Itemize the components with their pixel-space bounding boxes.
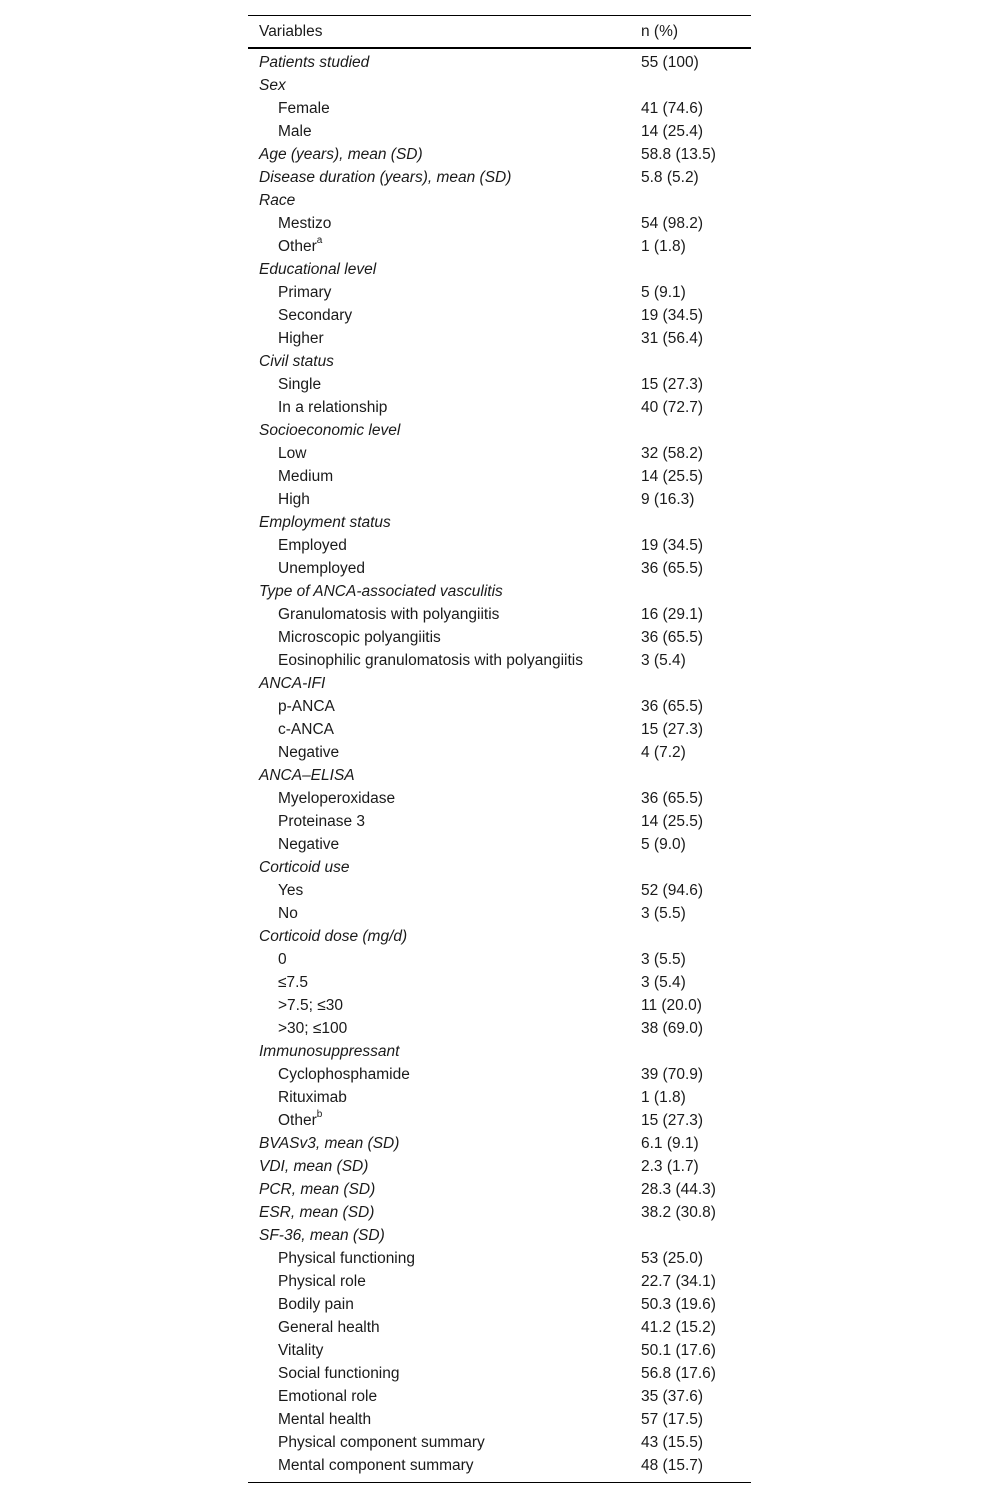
table-row-category <box>248 1155 751 1178</box>
table-row <box>248 465 751 488</box>
table-row <box>248 649 751 672</box>
row-label: No <box>278 904 298 922</box>
row-label-cell <box>248 1204 641 1222</box>
row-label: Secondary <box>278 306 353 324</box>
row-label-cell <box>248 721 641 739</box>
table-row <box>248 1293 751 1316</box>
row-label: Disease duration (years), mean (SD) <box>259 168 512 186</box>
row-label-cell <box>248 744 641 762</box>
row-value: 1 (1.8) <box>641 1088 686 1106</box>
row-value: 28.3 (44.3) <box>641 1180 716 1198</box>
row-label: Vitality <box>278 1341 324 1359</box>
table-row-category <box>248 189 751 212</box>
row-value: 58.8 (13.5) <box>641 145 716 163</box>
table-row <box>248 120 751 143</box>
row-label-cell <box>248 1043 641 1061</box>
row-label-cell <box>248 284 641 302</box>
row-label: Emotional role <box>278 1387 378 1405</box>
table-row-category <box>248 143 751 166</box>
row-value: 15 (27.3) <box>641 720 704 738</box>
row-value: 3 (5.5) <box>641 950 686 968</box>
row-label: PCR, mean (SD) <box>259 1180 376 1198</box>
row-label: Rituximab <box>278 1088 347 1106</box>
row-label-cell <box>248 376 641 394</box>
row-label: Race <box>259 191 296 209</box>
row-label-cell <box>248 836 641 854</box>
row-value: 3 (5.5) <box>641 904 686 922</box>
row-label-cell <box>248 675 641 693</box>
row-label-cell <box>248 997 641 1015</box>
row-value: 56.8 (17.6) <box>641 1364 716 1382</box>
row-label-cell <box>248 974 641 992</box>
row-label-cell <box>248 192 641 210</box>
row-value: 4 (7.2) <box>641 743 686 761</box>
table-header <box>248 16 751 49</box>
row-label-cell <box>248 54 641 72</box>
footnote-marker: a <box>316 235 323 247</box>
row-value: 36 (65.5) <box>641 559 704 577</box>
row-label-cell <box>248 1273 641 1291</box>
row-label: Other <box>278 237 317 255</box>
table-row <box>248 396 751 419</box>
row-label-cell <box>248 560 641 578</box>
row-label-cell <box>248 1227 641 1245</box>
row-label-cell <box>248 1089 641 1107</box>
row-label: 0 <box>278 950 287 968</box>
row-label: Cyclophosphamide <box>278 1065 410 1083</box>
row-value: 57 (17.5) <box>641 1410 704 1428</box>
table-row <box>248 971 751 994</box>
row-label: Physical role <box>278 1272 366 1290</box>
row-label-cell <box>248 1434 641 1452</box>
row-label: >7.5; ≤30 <box>278 996 343 1014</box>
row-label: Granulomatosis with polyangiitis <box>278 605 500 623</box>
row-label: Medium <box>278 467 334 485</box>
table-row <box>248 212 751 235</box>
row-value: 5.8 (5.2) <box>641 168 699 186</box>
characteristics-table <box>248 15 751 1483</box>
row-value: 1 (1.8) <box>641 237 686 255</box>
table-row <box>248 534 751 557</box>
row-label: Mental health <box>278 1410 372 1428</box>
table-row-category <box>248 511 751 534</box>
row-label: c-ANCA <box>278 720 334 738</box>
table-row <box>248 695 751 718</box>
table-row-category <box>248 1201 751 1224</box>
table-row <box>248 1339 751 1362</box>
row-value: 6.1 (9.1) <box>641 1134 699 1152</box>
row-label-cell <box>248 235 641 256</box>
table-row <box>248 626 751 649</box>
row-value: 48 (15.7) <box>641 1456 704 1474</box>
row-label-cell <box>248 1250 641 1268</box>
row-label: VDI, mean (SD) <box>259 1157 369 1175</box>
row-label: Female <box>278 99 330 117</box>
row-value: 14 (25.4) <box>641 122 704 140</box>
table-row <box>248 810 751 833</box>
row-value: 38.2 (30.8) <box>641 1203 716 1221</box>
table-row <box>248 1109 751 1132</box>
row-value: 11 (20.0) <box>641 996 702 1014</box>
table-row <box>248 1270 751 1293</box>
row-label-cell <box>248 1158 641 1176</box>
table-row <box>248 603 751 626</box>
row-label: Negative <box>278 743 340 761</box>
table-row <box>248 557 751 580</box>
row-label-cell <box>248 215 641 233</box>
header-n-percent: n (%) <box>641 22 679 40</box>
row-label: Physical functioning <box>278 1249 415 1267</box>
row-value: 50.3 (19.6) <box>641 1295 716 1313</box>
row-label: Higher <box>278 329 324 347</box>
table-row-category <box>248 925 751 948</box>
row-label-cell <box>248 790 641 808</box>
table-row <box>248 1247 751 1270</box>
row-label: Eosinophilic granulomatosis with polyangiitis <box>278 651 583 669</box>
row-label-cell <box>248 146 641 164</box>
row-value: 39 (70.9) <box>641 1065 704 1083</box>
row-value: 41 (74.6) <box>641 99 704 117</box>
row-label-cell <box>248 399 641 417</box>
row-label: ANCA–ELISA <box>259 766 355 784</box>
row-label-cell <box>248 1181 641 1199</box>
row-label: Socioeconomic level <box>259 421 401 439</box>
table-row-category <box>248 166 751 189</box>
row-value: 3 (5.4) <box>641 651 686 669</box>
row-label-cell <box>248 353 641 371</box>
row-value: 54 (98.2) <box>641 214 704 232</box>
table-row-category <box>248 74 751 97</box>
row-label: Educational level <box>259 260 377 278</box>
row-value: 53 (25.0) <box>641 1249 704 1267</box>
row-label: Low <box>278 444 307 462</box>
footnote-marker: b <box>316 1109 323 1121</box>
row-label: Age (years), mean (SD) <box>259 145 423 163</box>
row-value: 16 (29.1) <box>641 605 704 623</box>
row-label: In a relationship <box>278 398 388 416</box>
row-label-cell <box>248 1066 641 1084</box>
row-label: ESR, mean (SD) <box>259 1203 375 1221</box>
table-body <box>248 49 751 1483</box>
table-row-category <box>248 1132 751 1155</box>
row-value: 41.2 (15.2) <box>641 1318 716 1336</box>
row-label-cell <box>248 123 641 141</box>
table-row <box>248 281 751 304</box>
row-label-cell <box>248 1342 641 1360</box>
table-row <box>248 1408 751 1431</box>
row-label: Yes <box>278 881 304 899</box>
row-label: Unemployed <box>278 559 366 577</box>
row-label-cell <box>248 1388 641 1406</box>
row-value: 9 (16.3) <box>641 490 695 508</box>
row-value: 2.3 (1.7) <box>641 1157 699 1175</box>
row-label-cell <box>248 928 641 946</box>
row-label: Corticoid use <box>259 858 350 876</box>
row-label: Primary <box>278 283 332 301</box>
table-row <box>248 373 751 396</box>
row-label-cell <box>248 1109 641 1130</box>
row-label-cell <box>248 629 641 647</box>
table-row <box>248 1431 751 1454</box>
row-value: 52 (94.6) <box>641 881 704 899</box>
row-value: 22.7 (34.1) <box>641 1272 716 1290</box>
row-value: 36 (65.5) <box>641 789 704 807</box>
row-label-cell <box>248 606 641 624</box>
row-label-cell <box>248 514 641 532</box>
row-label-cell <box>248 537 641 555</box>
row-label-cell <box>248 1135 641 1153</box>
table-row-category <box>248 419 751 442</box>
row-label: Sex <box>259 76 286 94</box>
row-label-cell <box>248 1457 641 1475</box>
row-value: 19 (34.5) <box>641 306 704 324</box>
table-row <box>248 235 751 258</box>
row-value: 15 (27.3) <box>641 1111 704 1129</box>
row-label-cell <box>248 767 641 785</box>
table-row-category <box>248 1224 751 1247</box>
row-label-cell <box>248 905 641 923</box>
row-label-cell <box>248 422 641 440</box>
table-row <box>248 833 751 856</box>
row-value: 38 (69.0) <box>641 1019 704 1037</box>
table-row <box>248 1086 751 1109</box>
row-value: 14 (25.5) <box>641 467 704 485</box>
row-label-cell <box>248 330 641 348</box>
row-label: >30; ≤100 <box>278 1019 348 1037</box>
table-row <box>248 948 751 971</box>
row-label-cell <box>248 813 641 831</box>
table-row <box>248 1316 751 1339</box>
row-value: 31 (56.4) <box>641 329 704 347</box>
table-row-category <box>248 51 751 74</box>
row-label-cell <box>248 652 641 670</box>
table-row <box>248 442 751 465</box>
table-row <box>248 1454 751 1477</box>
row-label-cell <box>248 1365 641 1383</box>
row-label: Mestizo <box>278 214 332 232</box>
table-row <box>248 1385 751 1408</box>
row-label-cell <box>248 951 641 969</box>
row-label-cell <box>248 1020 641 1038</box>
row-label: Myeloperoxidase <box>278 789 396 807</box>
table-row-category <box>248 580 751 603</box>
table-row <box>248 879 751 902</box>
row-label-cell <box>248 1296 641 1314</box>
row-label: Employed <box>278 536 347 554</box>
row-label: Employment status <box>259 513 391 531</box>
row-label: ≤7.5 <box>278 973 309 991</box>
row-label: Patients studied <box>259 53 370 71</box>
row-label: BVASv3, mean (SD) <box>259 1134 400 1152</box>
row-value: 55 (100) <box>641 53 699 71</box>
row-label-cell <box>248 445 641 463</box>
row-label: Bodily pain <box>278 1295 354 1313</box>
row-label: Immunosuppressant <box>259 1042 400 1060</box>
table-row-category <box>248 856 751 879</box>
row-label: ANCA-IFI <box>259 674 326 692</box>
row-label-cell <box>248 859 641 877</box>
row-label-cell <box>248 491 641 509</box>
table-row <box>248 304 751 327</box>
table-row-category <box>248 764 751 787</box>
row-label: High <box>278 490 310 508</box>
table-row <box>248 97 751 120</box>
row-value: 14 (25.5) <box>641 812 704 830</box>
row-label-cell <box>248 307 641 325</box>
row-label: Microscopic polyangiitis <box>278 628 441 646</box>
row-label: Type of ANCA-associated vasculitis <box>259 582 503 600</box>
row-label-cell <box>248 169 641 187</box>
row-label: Proteinase 3 <box>278 812 366 830</box>
row-value: 5 (9.0) <box>641 835 686 853</box>
table-row-category <box>248 258 751 281</box>
row-value: 3 (5.4) <box>641 973 686 991</box>
row-value: 36 (65.5) <box>641 697 704 715</box>
row-label: SF-36, mean (SD) <box>259 1226 385 1244</box>
row-label-cell <box>248 1411 641 1429</box>
table-row-category <box>248 672 751 695</box>
row-label-cell <box>248 261 641 279</box>
row-label-cell <box>248 882 641 900</box>
table-row <box>248 902 751 925</box>
table-row-category <box>248 350 751 373</box>
row-label: Social functioning <box>278 1364 400 1382</box>
table-row <box>248 718 751 741</box>
table-row <box>248 327 751 350</box>
row-label-cell <box>248 583 641 601</box>
row-label: General health <box>278 1318 380 1336</box>
table-row <box>248 741 751 764</box>
row-value: 32 (58.2) <box>641 444 704 462</box>
row-value: 5 (9.1) <box>641 283 686 301</box>
row-value: 40 (72.7) <box>641 398 704 416</box>
table-row <box>248 1063 751 1086</box>
row-label: Corticoid dose (mg/d) <box>259 927 408 945</box>
row-label: Other <box>278 1111 317 1129</box>
table-row <box>248 1017 751 1040</box>
row-label-cell <box>248 1319 641 1337</box>
row-label: Mental component summary <box>278 1456 474 1474</box>
table-row <box>248 488 751 511</box>
row-label: Civil status <box>259 352 334 370</box>
table-row-category <box>248 1040 751 1063</box>
table-row <box>248 1362 751 1385</box>
row-label: Negative <box>278 835 340 853</box>
row-value: 43 (15.5) <box>641 1433 704 1451</box>
row-label-cell <box>248 698 641 716</box>
row-label-cell <box>248 468 641 486</box>
row-label: p-ANCA <box>278 697 335 715</box>
row-value: 35 (37.6) <box>641 1387 704 1405</box>
row-label: Single <box>278 375 322 393</box>
row-value: 15 (27.3) <box>641 375 704 393</box>
row-value: 19 (34.5) <box>641 536 704 554</box>
row-value: 36 (65.5) <box>641 628 704 646</box>
table-row-category <box>248 1178 751 1201</box>
table-row <box>248 787 751 810</box>
header-variables: Variables <box>259 22 323 40</box>
row-label: Physical component summary <box>278 1433 485 1451</box>
row-label: Male <box>278 122 312 140</box>
row-label-cell <box>248 100 641 118</box>
row-label-cell <box>248 77 641 95</box>
table-row <box>248 994 751 1017</box>
row-value: 50.1 (17.6) <box>641 1341 716 1359</box>
